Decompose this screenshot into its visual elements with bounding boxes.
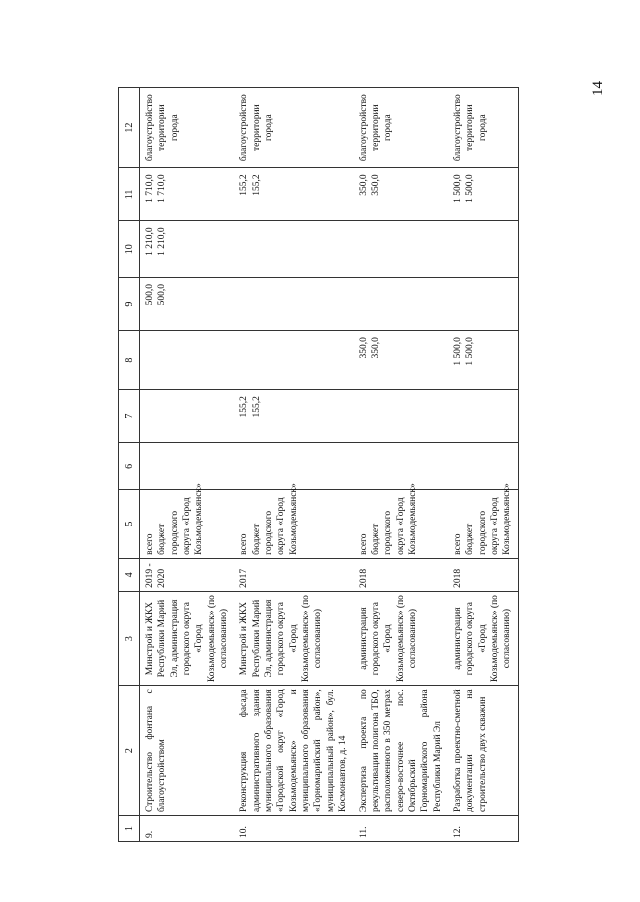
col-11-value-line: 1 710,0: [157, 174, 168, 203]
col-10-value-line: [464, 227, 476, 274]
expected-result: благоустройство территории города: [140, 88, 235, 168]
col-8-value: [140, 331, 235, 390]
years: 2019 - 2020: [140, 558, 235, 591]
col-8-value-line: 1 500,0: [452, 337, 463, 366]
col-7-value-line: [156, 396, 168, 439]
col-10-value: [234, 221, 353, 278]
col-10-value-line: 1 210,0: [145, 227, 155, 256]
table-row: [234, 88, 353, 842]
row-number: 12.: [448, 816, 518, 842]
col-7-value-line: [464, 396, 476, 439]
funding-source-line: всего: [145, 533, 155, 555]
col-8-value-line: [144, 337, 156, 386]
col-9-value: [234, 278, 353, 331]
column-header: 3: [119, 591, 140, 685]
col-9-value: [140, 278, 235, 331]
col-10-value: [354, 221, 448, 278]
years: 2018: [354, 558, 448, 591]
measure-name: Реконструкция фасада административного здания муниципального образования «Городской округ «Город Козьмодемьянск» и муниципального образования «Горномарийский район», муниципальный район», бул. Космонавтов, д. 14: [234, 686, 353, 816]
funding-source-line: бюджет городского округа «Город Козьмодемьянск»: [251, 483, 299, 555]
col-6: [354, 443, 448, 490]
col-8-value: [354, 331, 448, 390]
col-9-value: [448, 278, 518, 331]
col-10-value-line: [358, 227, 370, 274]
rotated-table-container: [118, 87, 623, 842]
col-10-value-line: [370, 227, 382, 274]
measure-name: Строительство фонтана с благоустройством: [140, 686, 235, 816]
expected-result: благоустройство территории города: [354, 88, 448, 168]
col-8-value-line: 1 500,0: [465, 337, 476, 366]
row-number: 10.: [234, 816, 353, 842]
col-7-value: [354, 390, 448, 443]
col-10-value-line: [238, 227, 250, 274]
column-header: 8: [119, 331, 140, 390]
measure-name: Разработка проектно-сметной документации на строительство двух скважин: [448, 686, 518, 816]
column-header: 7: [119, 390, 140, 443]
column-header: 1: [119, 816, 140, 842]
funding-source: [234, 483, 353, 558]
col-11-value: [448, 168, 518, 221]
col-11-value-line: 155,2: [239, 174, 250, 196]
row-number: 9.: [140, 816, 235, 842]
program-table: [118, 87, 519, 842]
col-10-value-line: 1 210,0: [157, 227, 168, 256]
funding-source-line: бюджет городского округа «Город Козьмодемьянск»: [157, 483, 205, 555]
funding-source: [448, 483, 518, 558]
col-7-value-line: [358, 396, 370, 439]
col-9-value-line: [358, 284, 370, 327]
funding-source-line: всего: [239, 533, 250, 555]
col-10-value-line: [251, 227, 263, 274]
column-header: 11: [119, 168, 140, 221]
col-9-value-line: [238, 284, 250, 327]
col-8-value: [448, 331, 518, 390]
col-7-value-line: 155,2: [239, 396, 250, 418]
table-row: [448, 88, 518, 842]
col-11-value-line: 350,0: [358, 174, 369, 196]
row-number: 11.: [354, 816, 448, 842]
page-number: 14: [590, 81, 606, 96]
col-8-value-line: 350,0: [358, 337, 369, 359]
col-11-value: [140, 168, 235, 221]
table-row: [354, 88, 448, 842]
col-11-value-line: 1 500,0: [465, 174, 476, 203]
years: 2018: [448, 558, 518, 591]
col-9-value-line: 500,0: [145, 284, 155, 306]
column-header: 10: [119, 221, 140, 278]
col-10-value: [448, 221, 518, 278]
funding-source-line: всего: [358, 533, 369, 555]
column-header: 12: [119, 88, 140, 168]
col-8-value-line: [238, 337, 250, 386]
executor: Минстрой и ЖКХ Республики Марий Эл, администрация городского округа «Город Козьмодемьянск» (по согласованию): [234, 591, 353, 685]
col-8-value-line: [156, 337, 168, 386]
col-10-value: [140, 221, 235, 278]
col-7-value-line: [452, 396, 464, 439]
column-header: 6: [119, 443, 140, 490]
funding-source-line: всего: [452, 533, 463, 555]
col-9-value: [354, 278, 448, 331]
years: 2017: [234, 558, 353, 591]
executor: Минстрой и ЖКХ Республики Марий Эл, администрация городского округа «Город Козьмодемьянск» (по согласованию): [140, 591, 235, 685]
col-9-value-line: [251, 284, 263, 327]
col-11-value-line: 1 710,0: [145, 174, 155, 203]
col-11-value: [354, 168, 448, 221]
col-6: [140, 443, 235, 490]
col-8-value-line: [251, 337, 263, 386]
executor: администрация городского округа «Город Козьмодемьянск» (по согласованию): [448, 591, 518, 685]
col-7-value-line: [370, 396, 382, 439]
col-7-value: [140, 390, 235, 443]
executor: администрация городского округа «Город Козьмодемьянск» (по согласованию): [354, 591, 448, 685]
column-header: 5: [119, 490, 140, 558]
col-11-value-line: 1 500,0: [452, 174, 463, 203]
funding-source: [140, 483, 235, 558]
column-header: 2: [119, 686, 140, 816]
col-11-value: [234, 168, 353, 221]
measure-name: Экспертиза проекта по рекультивации полигона ТБО, расположенного в 350 метрах северо-восточнее пос. Октябрьский Горномарийского района Республики Марий Эл: [354, 686, 448, 816]
col-8-value: [234, 331, 353, 390]
col-7-value: [234, 390, 353, 443]
col-9-value-line: [452, 284, 464, 327]
funding-source-line: бюджет городского округа «Город Козьмодемьянск»: [370, 483, 418, 555]
col-7-value-line: [144, 396, 156, 439]
col-8-value-line: 350,0: [370, 337, 381, 359]
funding-source-line: бюджет городского округа «Город Козьмодемьянск»: [465, 483, 513, 555]
funding-source: [354, 483, 448, 558]
column-header: 9: [119, 278, 140, 331]
table-row: [140, 88, 235, 842]
column-header: 4: [119, 558, 140, 591]
col-10-value-line: [452, 227, 464, 274]
header-row: [119, 88, 140, 842]
expected-result: благоустройство территории города: [448, 88, 518, 168]
col-11-value-line: 155,2: [251, 174, 262, 196]
col-9-value-line: [464, 284, 476, 327]
col-7-value-line: 155,2: [251, 396, 262, 418]
col-9-value-line: 500,0: [157, 284, 168, 306]
col-9-value-line: [370, 284, 382, 327]
expected-result: благоустройство территории города: [234, 88, 353, 168]
col-11-value-line: 350,0: [370, 174, 381, 196]
col-7-value: [448, 390, 518, 443]
